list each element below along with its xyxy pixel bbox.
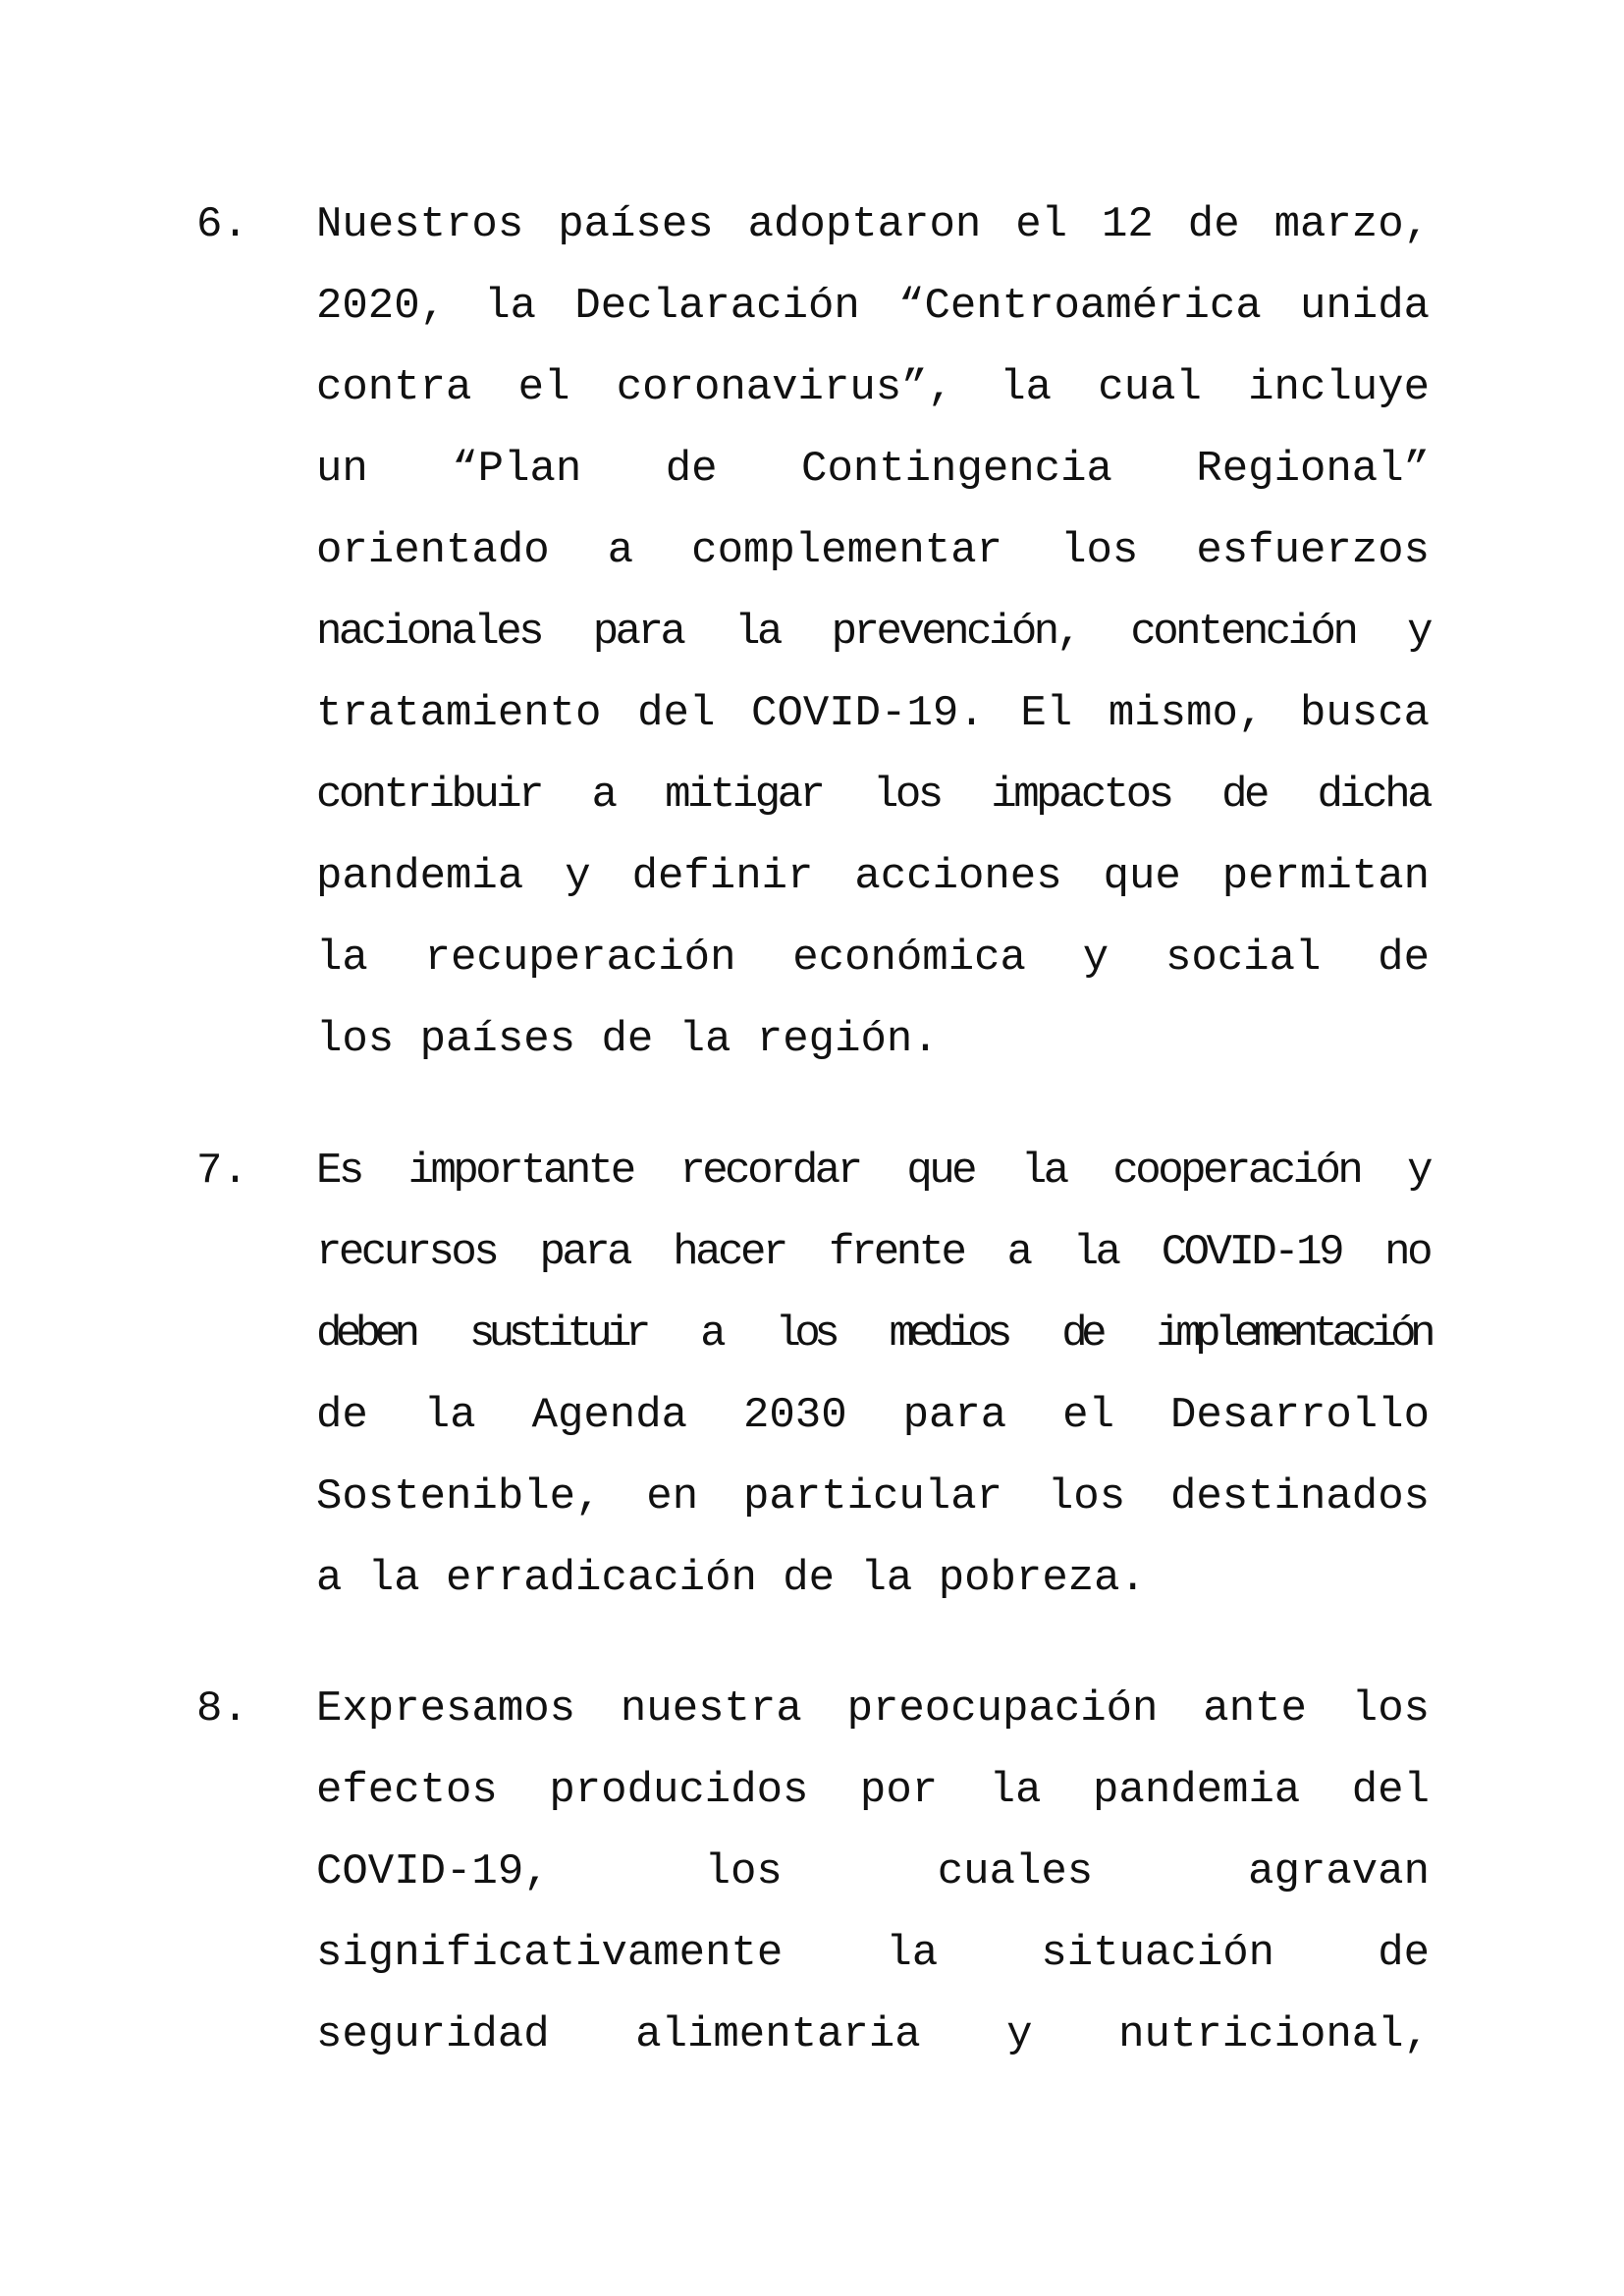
text-line: los países de la región. bbox=[316, 1015, 939, 1064]
text-line: a la erradicación de la pobreza. bbox=[316, 1554, 1146, 1603]
paragraph-7 bbox=[196, 1131, 1430, 1620]
text-line: la recuperación económica y social de bbox=[316, 934, 1430, 983]
text-line: tratamiento del COVID-19. El mismo, busca bbox=[316, 689, 1430, 738]
paragraph-number: 8. bbox=[196, 1684, 248, 1734]
text-line: Sostenible, en particular los destinados bbox=[316, 1472, 1430, 1522]
text-line: contribuir a mitigar los impactos de dicha bbox=[316, 771, 1430, 820]
text-line: recursos para hacer frente a la COVID-19 no bbox=[316, 1228, 1430, 1277]
text-line: COVID-19, los cuales agravan bbox=[316, 1847, 1430, 1896]
text-line: efectos producidos por la pandemia del bbox=[316, 1766, 1430, 1815]
paragraph-number: 6. bbox=[196, 200, 248, 249]
text-line: significativamente la situación de bbox=[316, 1929, 1430, 1978]
text-line: un “Plan de Contingencia Regional” bbox=[316, 445, 1430, 494]
text-line: pandemia y definir acciones que permitan bbox=[316, 852, 1430, 901]
text-line: nacionales para la prevención, contención y bbox=[316, 608, 1430, 657]
text-line: 2020, la Declaración “Centroamérica unida bbox=[316, 282, 1430, 331]
text-line: deben sustituir a los medios de implementación bbox=[316, 1309, 1430, 1359]
text-line: seguridad alimentaria y nutricional, bbox=[316, 2010, 1430, 2059]
paragraph-6 bbox=[196, 185, 1430, 1081]
paragraph-text bbox=[316, 1669, 1430, 2076]
text-line: de la Agenda 2030 para el Desarrollo bbox=[316, 1391, 1430, 1440]
text-line: Es importante recordar que la cooperación y bbox=[316, 1147, 1430, 1196]
text-line: Nuestros países adoptaron el 12 de marzo, bbox=[316, 200, 1430, 249]
paragraph-8 bbox=[196, 1669, 1430, 2076]
text-line: Expresamos nuestra preocupación ante los bbox=[316, 1684, 1430, 1734]
paragraph-text bbox=[316, 1131, 1430, 1620]
paragraph-number: 7. bbox=[196, 1147, 248, 1196]
text-line: contra el coronavirus”, la cual incluye bbox=[316, 363, 1430, 412]
text-line: orientado a complementar los esfuerzos bbox=[316, 526, 1430, 575]
paragraph-text bbox=[316, 185, 1430, 1081]
